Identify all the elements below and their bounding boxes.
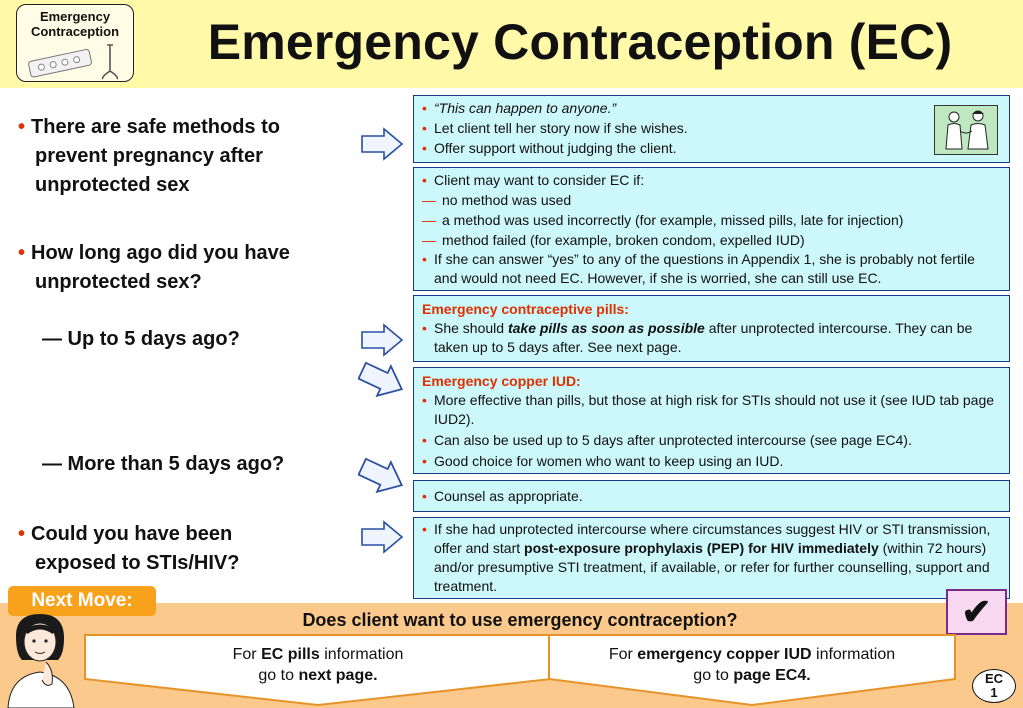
info-box-sti-hiv — [413, 517, 1010, 599]
contraceptive-pill-icon — [21, 41, 131, 81]
info-box-consider-ec — [413, 167, 1010, 291]
list-item: • She should take pills as soon as possible after unprotected intercourse. They can be taken up to 5 days after. See next page. — [422, 319, 999, 357]
list-item: — no method was used — [422, 190, 999, 210]
decision-question: Does client want to use emergency contraception? — [302, 610, 738, 630]
option-ec-pills-text: For EC pills information go to next page. — [232, 646, 404, 684]
option-copper-iud-text: For emergency copper IUD information go to page EC4. — [608, 646, 896, 684]
list-item: • Counsel as appropriate. — [422, 486, 999, 506]
sub-question-more-than-5-days: — More than 5 days ago? — [42, 453, 285, 475]
logo — [16, 4, 134, 82]
list-item: — a method was used incorrectly (for example, missed pills, late for injection) — [422, 210, 999, 230]
sub-question-up-to-5-days: — Up to 5 days ago? — [42, 328, 240, 350]
thinking-woman-icon — [2, 610, 82, 708]
page-title: Emergency Contraception (EC) — [207, 14, 953, 70]
next-move-label: Next Move: — [8, 586, 156, 616]
question-sti-hiv-exposure: • Could you have been exposed to STIs/HIV? — [18, 523, 240, 574]
list-item: — method failed (for example, broken condom, expelled IUD) — [422, 230, 999, 250]
info-box-support — [413, 95, 1010, 163]
page-number-badge: EC 1 — [972, 669, 1016, 703]
box-heading: Emergency copper IUD: — [422, 373, 581, 389]
checkmark-icon: ✔ — [946, 589, 1007, 635]
right-arrow-icon — [360, 323, 404, 357]
question-how-long-ago: • How long ago did you have unprotected sex? — [18, 242, 290, 293]
option-copper-iud[interactable] — [547, 633, 957, 708]
list-item: • Offer support without judging the client. — [422, 138, 999, 158]
list-item: • If she had unprotected intercourse where circumstances suggest HIV or STI transmission, offer and start post-exposure prophylaxis (PEP) for HIV immediately (within 72 hours) and/or presumptive STI treatment, if available, or refer for further counselling, support and treatment. — [422, 520, 999, 596]
list-item: • Can also be used up to 5 days after unprotected intercourse (see page EC4). — [422, 431, 999, 450]
list-item: • “This can happen to anyone.” — [422, 98, 999, 118]
logo-line-2: Contraception — [30, 24, 120, 39]
box-heading: Emergency contraceptive pills: — [422, 301, 629, 317]
support-people-icon — [934, 105, 998, 155]
logo-line-1: Emergency — [39, 9, 111, 24]
option-ec-pills[interactable] — [83, 633, 553, 708]
question-safe-methods: • There are safe methods to prevent pregnancy after unprotected sex — [18, 116, 280, 196]
list-item: • More effective than pills, but those at high risk for STIs should not use it (see IUD tab page IUD2). — [422, 391, 999, 429]
list-item: • Let client tell her story now if she wishes. — [422, 118, 999, 138]
diagonal-down-arrow-icon — [358, 360, 406, 400]
list-item: • If she can answer “yes” to any of the questions in Appendix 1, she is probably not fertile and would not need EC. However, if she is worried, she can still use EC. — [422, 250, 999, 288]
info-box-copper-iud — [413, 367, 1010, 474]
logo-text — [17, 9, 133, 39]
list-item: • Good choice for women who want to keep using an IUD. — [422, 452, 999, 471]
right-arrow-icon — [360, 520, 404, 554]
diagonal-down-arrow-icon — [358, 456, 406, 496]
info-box-ec-pills — [413, 295, 1010, 362]
list-item: • Client may want to consider EC if: — [422, 170, 999, 190]
info-box-counsel — [413, 480, 1010, 512]
right-arrow-icon — [360, 127, 404, 161]
